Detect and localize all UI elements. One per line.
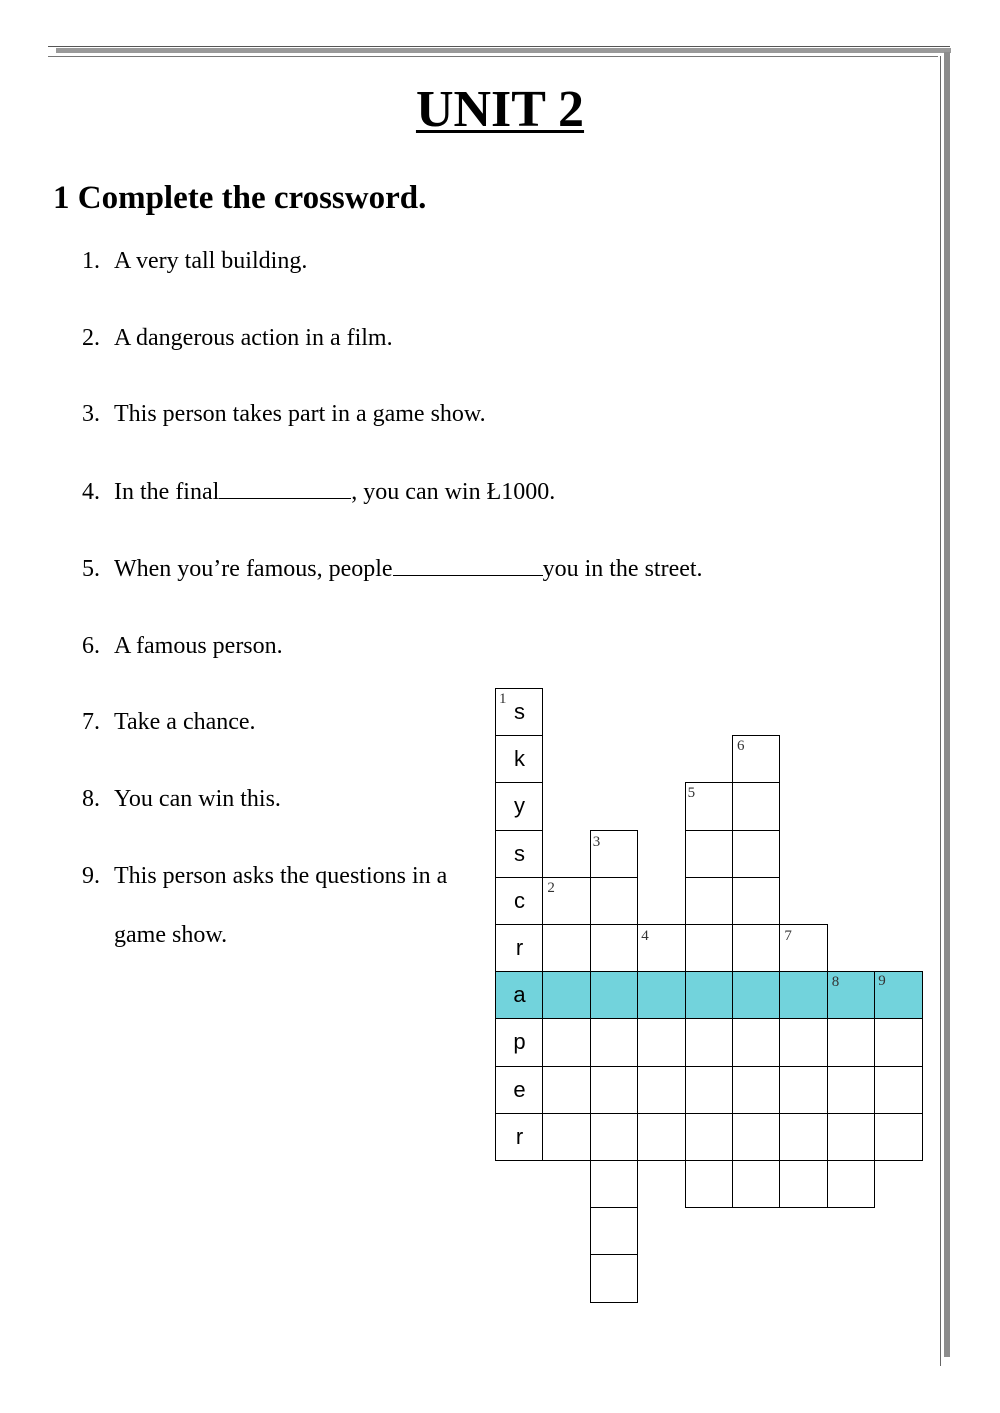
crossword-cell[interactable]	[732, 1113, 780, 1161]
crossword-clue-number: 2	[547, 879, 555, 896]
crossword-cell[interactable]	[637, 1066, 685, 1114]
crossword-cell[interactable]	[685, 1160, 733, 1208]
crossword-cell[interactable]	[827, 1160, 875, 1208]
crossword-letter: s	[514, 840, 525, 866]
clue-4	[82, 476, 555, 507]
crossword-letter: r	[515, 1123, 524, 1149]
crossword-letter: r	[515, 935, 524, 960]
page-border-top	[48, 46, 950, 47]
clue-2	[82, 323, 393, 353]
crossword-cell[interactable]	[685, 830, 733, 878]
crossword-cell[interactable]	[732, 1018, 780, 1066]
clue-number: 1.	[82, 248, 100, 274]
crossword-cell[interactable]	[732, 924, 780, 972]
page-title	[0, 80, 1000, 140]
crossword-clue-number: 1	[499, 691, 507, 707]
crossword-cell[interactable]	[732, 1160, 780, 1208]
crossword-cell[interactable]	[779, 1160, 827, 1208]
crossword-cell[interactable]	[827, 1018, 875, 1066]
clue-number: 3.	[82, 401, 100, 427]
clue-9	[82, 861, 447, 891]
clue-6	[82, 631, 283, 661]
crossword-cell[interactable]	[590, 1254, 638, 1302]
crossword-cell[interactable]	[827, 1066, 875, 1114]
clue-text: game show.	[114, 922, 228, 948]
clue-8	[82, 784, 281, 814]
clue-1	[82, 246, 307, 276]
crossword-letter: a	[513, 982, 526, 1008]
crossword-cell[interactable]	[732, 782, 780, 830]
answer-blank[interactable]	[393, 553, 543, 576]
crossword-clue-number: 7	[784, 928, 792, 944]
crossword-cell[interactable]	[685, 877, 733, 925]
crossword-cell[interactable]	[590, 1207, 638, 1255]
crossword-cell[interactable]	[685, 1066, 733, 1114]
clue-3	[82, 399, 486, 429]
clue-text: When you’re famous, people	[114, 556, 393, 582]
clue-number: 2.	[82, 325, 100, 351]
clue-number: 4.	[82, 479, 100, 505]
clue-number: 9.	[82, 863, 100, 889]
crossword-letter: c	[514, 887, 525, 913]
crossword-cell[interactable]	[732, 971, 780, 1019]
crossword-cell[interactable]	[874, 1066, 922, 1114]
crossword-cell[interactable]	[685, 1018, 733, 1066]
crossword-cell[interactable]	[542, 1066, 590, 1114]
crossword-letter: k	[514, 746, 525, 772]
crossword-cell[interactable]	[542, 971, 590, 1019]
page-border-shadow-top	[56, 48, 951, 53]
crossword-cell[interactable]	[590, 924, 638, 972]
crossword-cell[interactable]	[685, 971, 733, 1019]
clue-text: A very tall building.	[114, 248, 308, 274]
crossword-cell[interactable]	[637, 1018, 685, 1066]
crossword-cell[interactable]	[685, 924, 733, 972]
page-border-right	[944, 52, 950, 1357]
clue-text: A famous person.	[114, 633, 283, 659]
clue-text: In the final	[114, 479, 220, 505]
clue-text: You can win this.	[114, 786, 281, 812]
crossword-cell[interactable]	[874, 1018, 922, 1066]
clue-text: This person takes part in a game show.	[114, 401, 486, 427]
crossword-letter: s	[514, 699, 525, 724]
crossword-cell[interactable]	[732, 877, 780, 925]
crossword-clue-number: 4	[641, 928, 649, 944]
clue-text: Take a chance.	[114, 709, 256, 735]
exercise-heading: 1 Complete the crossword.	[53, 180, 427, 216]
clue-7	[82, 707, 256, 737]
crossword-cell[interactable]	[779, 1018, 827, 1066]
crossword-letter: y	[514, 793, 525, 819]
crossword-cell[interactable]	[779, 971, 827, 1019]
crossword-cell[interactable]	[590, 877, 638, 925]
crossword-clue-number: 8	[831, 974, 840, 991]
crossword-cell[interactable]	[590, 1113, 638, 1161]
crossword-cell[interactable]	[590, 1018, 638, 1066]
clue-number: 5.	[82, 556, 100, 582]
crossword-cell[interactable]	[590, 971, 638, 1019]
clue-text: A dangerous action in a film.	[114, 325, 393, 351]
crossword-cell[interactable]	[732, 830, 780, 878]
crossword-clue-number: 6	[737, 738, 745, 755]
clue-number: 8.	[82, 786, 100, 812]
crossword-cell[interactable]	[637, 1113, 685, 1161]
crossword-cell[interactable]	[874, 1113, 922, 1161]
crossword-cell[interactable]	[542, 924, 590, 972]
crossword-letter: e	[513, 1076, 526, 1102]
crossword-cell[interactable]	[779, 1113, 827, 1161]
page-border-inner-right	[940, 56, 941, 1366]
crossword-cell[interactable]	[779, 1066, 827, 1114]
clue-number: 6.	[82, 633, 100, 659]
clue-9-continued	[114, 920, 227, 950]
crossword-cell[interactable]	[590, 1066, 638, 1114]
clue-number: 7.	[82, 709, 100, 735]
crossword-clue-number: 3	[592, 833, 601, 850]
crossword-clue-number: 5	[687, 785, 696, 802]
crossword-cell[interactable]	[685, 1113, 733, 1161]
clue-text-end: you in the street.	[542, 556, 703, 582]
crossword-cell[interactable]	[637, 971, 685, 1019]
crossword-clue-number: 9	[878, 973, 886, 990]
clue-text: This person asks the questions in a	[114, 863, 448, 889]
answer-blank[interactable]	[219, 476, 351, 499]
crossword-cell[interactable]	[542, 1113, 590, 1161]
clue-5	[82, 553, 703, 584]
page-border-inner-top	[48, 56, 938, 57]
crossword-cell[interactable]	[827, 1113, 875, 1161]
crossword-cell[interactable]	[542, 1018, 590, 1066]
crossword-cell[interactable]	[732, 1066, 780, 1114]
crossword-letter: p	[513, 1029, 526, 1055]
page-title-text: UNIT 2	[415, 81, 585, 138]
crossword-cell[interactable]	[590, 1160, 638, 1208]
clue-text-end: , you can win Ł1000.	[351, 479, 556, 505]
